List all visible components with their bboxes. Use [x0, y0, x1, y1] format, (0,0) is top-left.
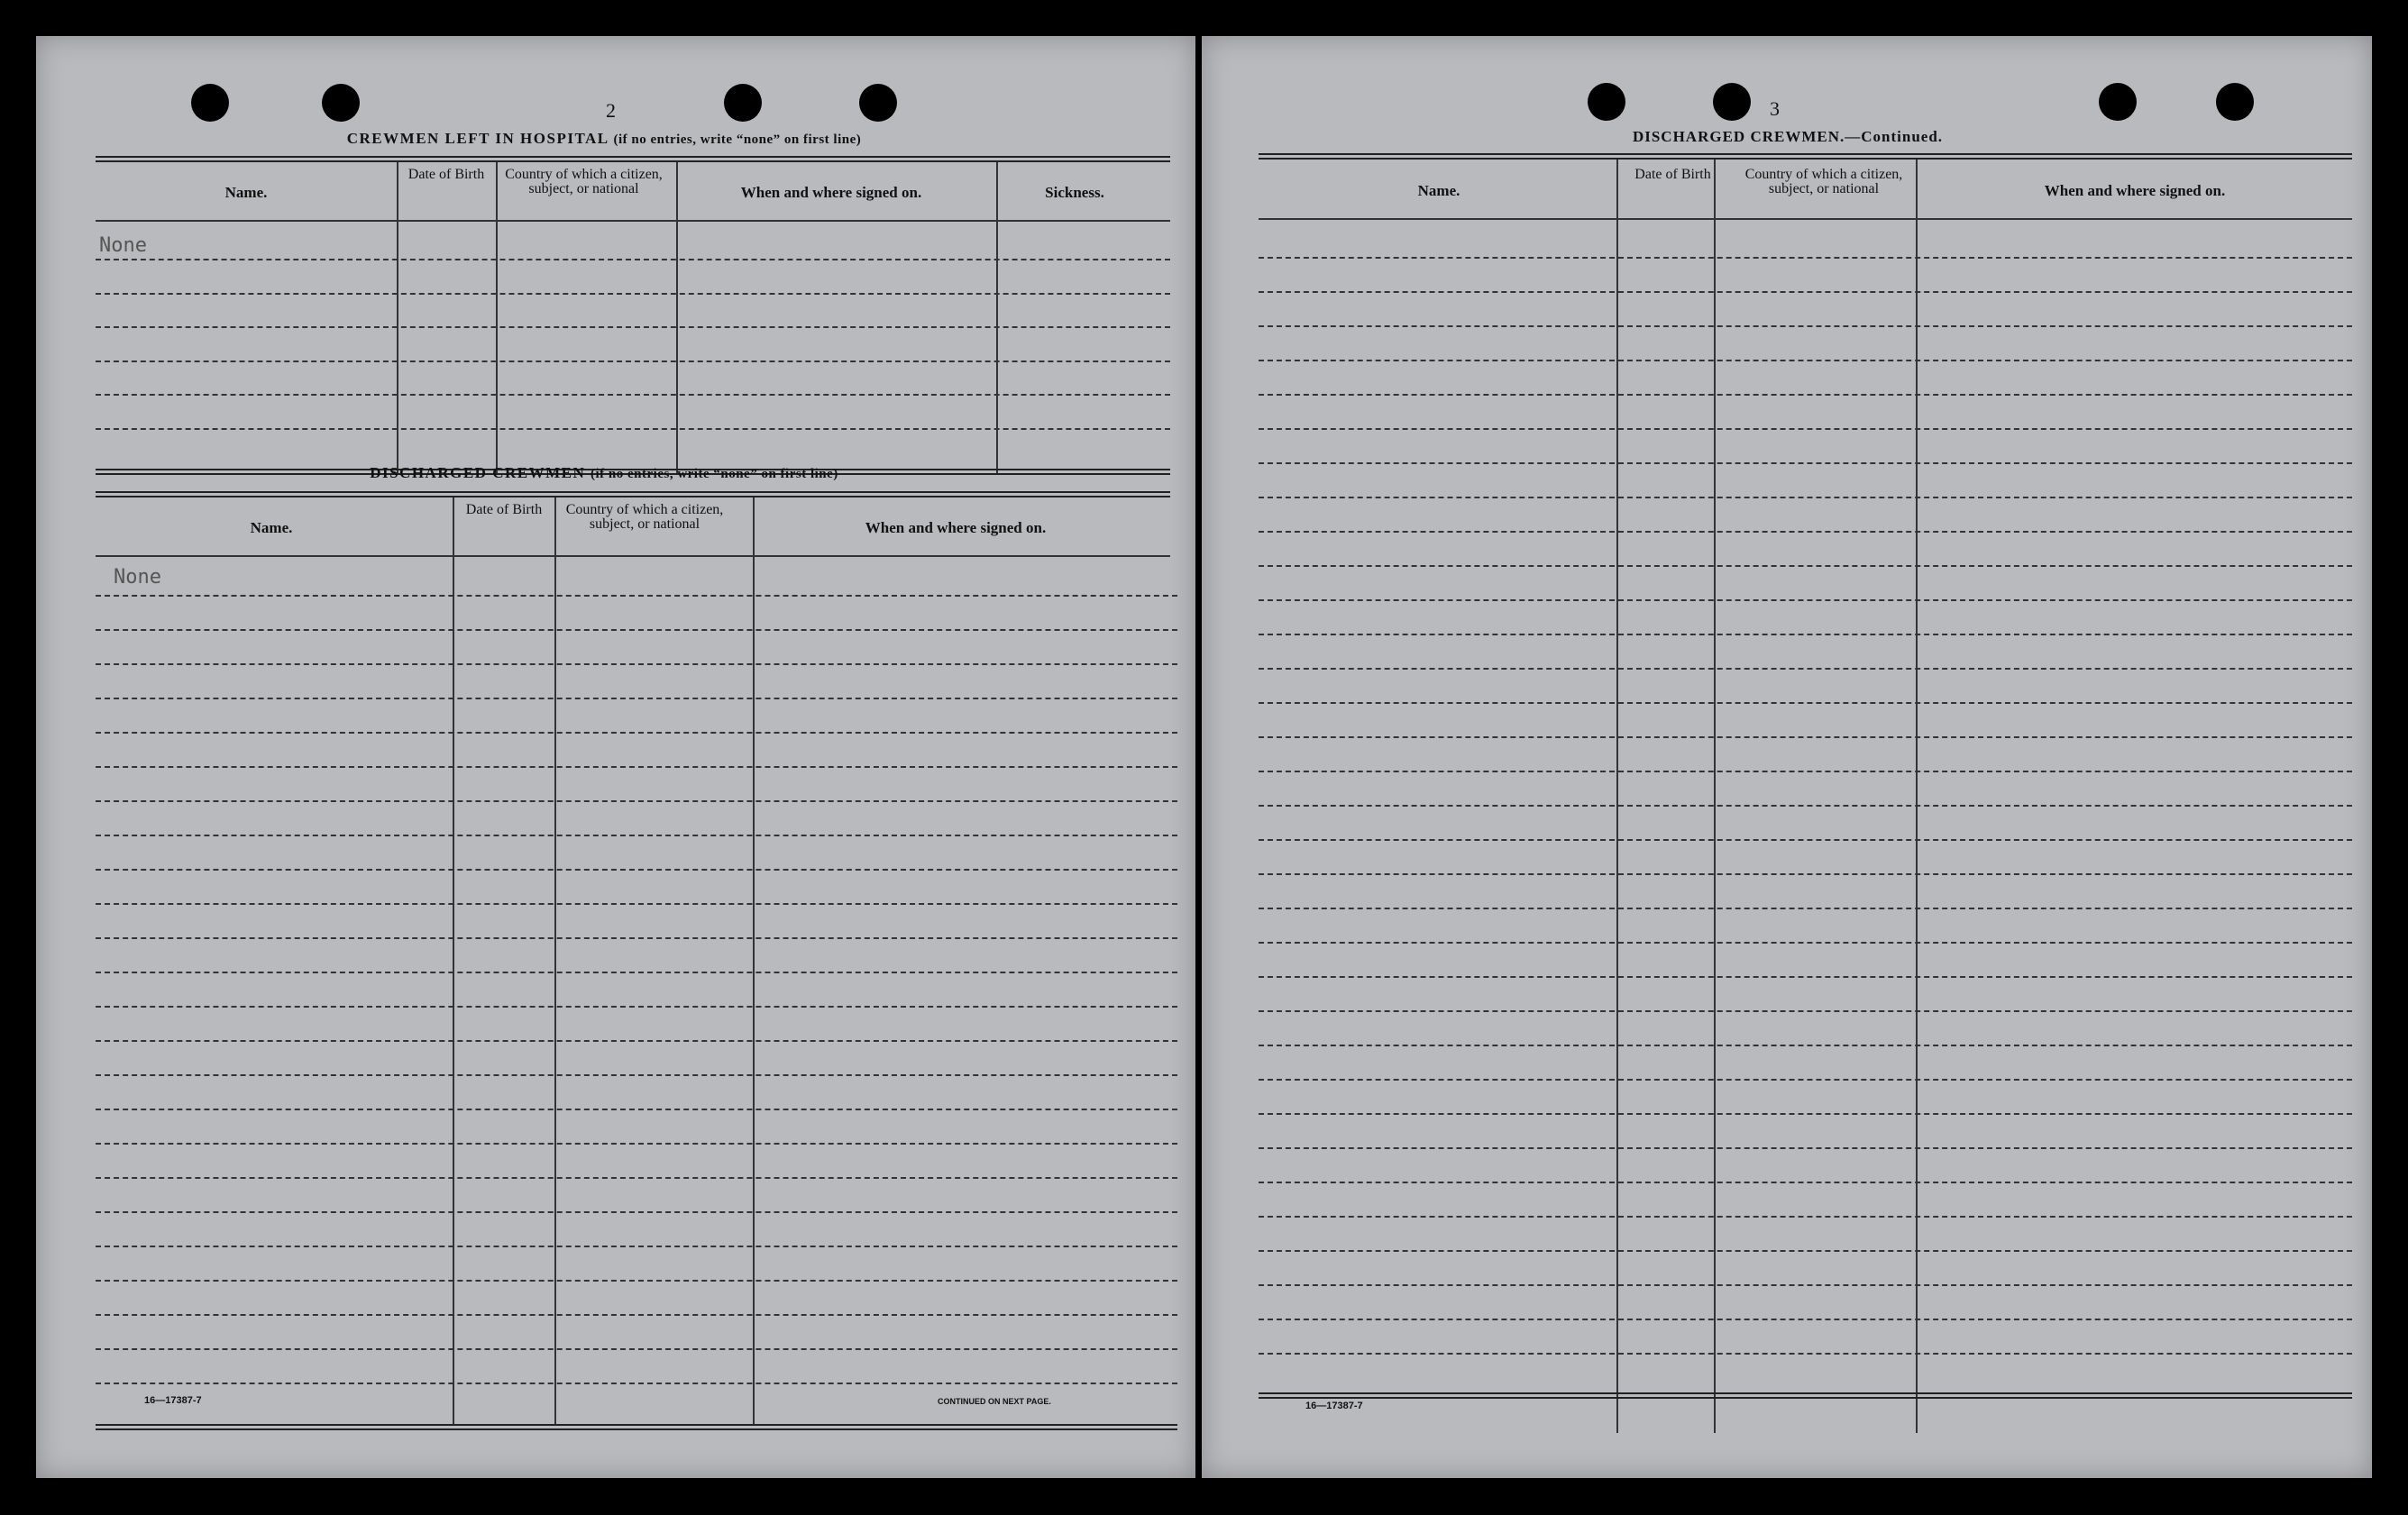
ruled-line — [1259, 908, 2352, 909]
ruled-line — [1259, 1250, 2352, 1252]
ruled-line — [1259, 1010, 2352, 1012]
ruled-line — [96, 360, 1170, 362]
col-header-country: Country of which a citizen, subject, or national — [565, 502, 724, 532]
discharged-section-title: DISCHARGED CREWMEN (if no entries, write “none” on first line) — [370, 464, 838, 481]
ruled-line — [96, 1280, 1177, 1282]
punch-hole — [1588, 83, 1625, 121]
ruled-line — [1259, 1147, 2352, 1149]
punch-hole — [859, 84, 897, 122]
ruled-line — [96, 595, 1177, 597]
col-header-country: Country of which a citizen, subject, or national — [505, 167, 663, 196]
hospital-entry: None — [99, 234, 147, 257]
header-rule — [96, 220, 1170, 222]
ruled-line — [1259, 1319, 2352, 1320]
col-header-signed-on: When and where signed on. — [865, 519, 1047, 536]
ruled-line — [1259, 599, 2352, 601]
ruled-line — [96, 937, 1177, 939]
ruled-line — [96, 835, 1177, 836]
col-divider — [753, 497, 755, 1426]
col-header-signed-on: When and where signed on. — [740, 184, 922, 201]
ruled-line — [96, 1211, 1177, 1213]
ruled-line — [1259, 1182, 2352, 1183]
ruled-line — [96, 326, 1170, 328]
col-divider — [496, 162, 498, 473]
ruled-line — [1259, 565, 2352, 567]
punch-hole — [2216, 83, 2254, 121]
punch-hole — [2099, 83, 2137, 121]
col-divider — [996, 162, 998, 473]
ruled-line — [96, 869, 1177, 871]
page-number: 2 — [606, 99, 616, 122]
punch-hole — [322, 84, 360, 122]
ruled-line — [96, 800, 1177, 802]
col-header-name: Name. — [250, 519, 293, 536]
punch-hole — [191, 84, 229, 122]
form-number: 16—17387-7 — [144, 1395, 202, 1406]
ruled-line — [96, 293, 1170, 295]
header-rule — [1259, 218, 2352, 220]
ruled-line — [96, 394, 1170, 396]
ruled-line — [96, 1006, 1177, 1008]
ruled-line — [1259, 1216, 2352, 1218]
header-rule — [96, 555, 1170, 557]
ruled-line — [1259, 531, 2352, 533]
col-header-date-of-birth: Date of Birth — [465, 502, 543, 517]
ruled-line — [1259, 394, 2352, 396]
col-divider — [397, 162, 398, 473]
col-divider — [554, 497, 556, 1426]
double-rule — [96, 1424, 1177, 1430]
ruled-line — [1259, 634, 2352, 635]
col-divider — [1616, 160, 1618, 1433]
punch-hole — [1713, 83, 1751, 121]
right-page — [1202, 36, 2372, 1478]
double-rule — [96, 491, 1170, 497]
ruled-line — [1259, 1353, 2352, 1355]
ruled-line — [1259, 873, 2352, 875]
continued-note: CONTINUED ON NEXT PAGE. — [938, 1397, 1051, 1406]
col-header-date-of-birth: Date of Birth — [1634, 167, 1711, 182]
ruled-line — [1259, 1113, 2352, 1115]
ruled-line — [96, 732, 1177, 734]
section-title: DISCHARGED CREWMEN.—Continued. — [1632, 128, 1944, 145]
ruled-line — [1259, 771, 2352, 772]
col-header-sickness: Sickness. — [1045, 184, 1104, 201]
ruled-line — [1259, 360, 2352, 361]
punch-hole — [724, 84, 762, 122]
ruled-line — [1259, 257, 2352, 259]
ruled-line — [1259, 325, 2352, 327]
ruled-line — [1259, 736, 2352, 738]
col-divider — [676, 162, 678, 473]
col-header-country: Country of which a citizen, subject, or national — [1744, 167, 1903, 196]
col-divider — [453, 497, 454, 1426]
ruled-line — [96, 629, 1177, 631]
ruled-line — [96, 1246, 1177, 1247]
col-header-signed-on: When and where signed on. — [2044, 182, 2226, 199]
ruled-line — [1259, 702, 2352, 704]
ruled-line — [96, 1074, 1177, 1076]
ruled-line — [96, 1177, 1177, 1179]
col-divider — [1916, 160, 1918, 1433]
ruled-line — [96, 972, 1177, 973]
ruled-line — [1259, 497, 2352, 498]
page-number: 3 — [1770, 97, 1780, 120]
ruled-line — [1259, 1079, 2352, 1081]
col-header-date-of-birth: Date of Birth — [407, 167, 485, 182]
ruled-line — [1259, 428, 2352, 430]
double-rule — [1259, 153, 2352, 160]
ruled-line — [96, 766, 1177, 768]
ruled-line — [96, 1348, 1177, 1350]
ruled-line — [96, 1109, 1177, 1110]
hospital-section-title: CREWMEN LEFT IN HOSPITAL (if no entries, write “none” on first line) — [346, 130, 862, 147]
ruled-line — [1259, 976, 2352, 978]
ruled-line — [1259, 291, 2352, 293]
ruled-line — [1259, 668, 2352, 670]
ruled-line — [1259, 805, 2352, 807]
ruled-line — [96, 1143, 1177, 1145]
ruled-line — [1259, 1284, 2352, 1286]
ruled-line — [96, 259, 1170, 260]
ruled-line — [96, 1383, 1177, 1384]
ruled-line — [1259, 942, 2352, 944]
ruled-line — [96, 663, 1177, 665]
left-page — [36, 36, 1195, 1478]
col-divider — [1714, 160, 1716, 1433]
ruled-line — [96, 1314, 1177, 1316]
ruled-line — [96, 698, 1177, 699]
form-number: 16—17387-7 — [1305, 1401, 1363, 1411]
ruled-line — [1259, 462, 2352, 464]
double-rule — [1259, 1392, 2352, 1399]
col-header-name: Name. — [1417, 182, 1460, 199]
ruled-line — [1259, 1045, 2352, 1046]
discharged-entry: None — [114, 566, 161, 589]
col-header-name: Name. — [224, 184, 268, 201]
ruled-line — [96, 428, 1170, 430]
double-rule — [96, 156, 1170, 162]
ruled-line — [96, 903, 1177, 905]
ruled-line — [96, 1040, 1177, 1042]
ruled-line — [1259, 839, 2352, 841]
